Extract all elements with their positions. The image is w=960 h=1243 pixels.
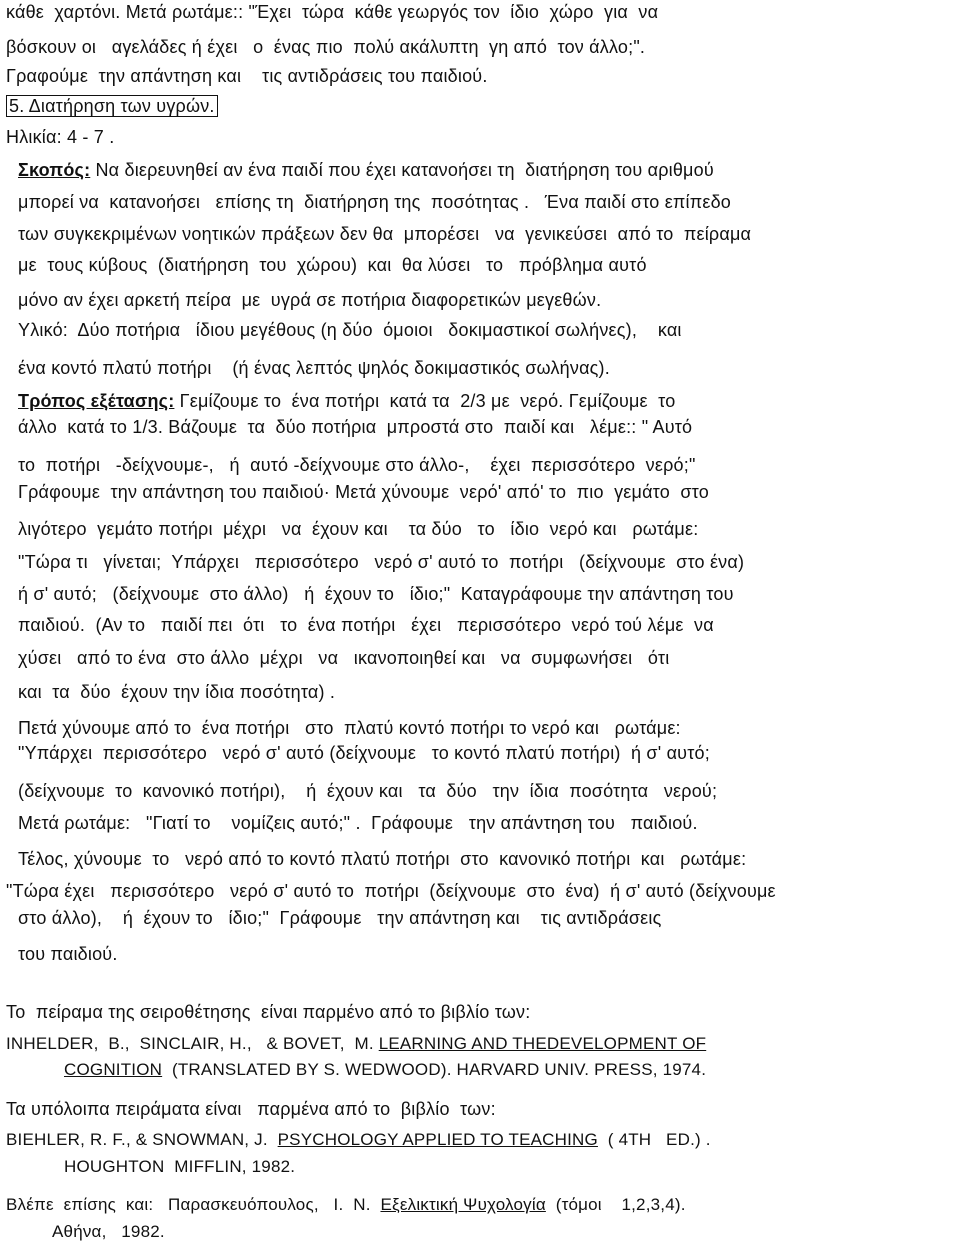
text-line: του παιδιού. — [18, 944, 118, 964]
section-title: Διατήρηση των υγρών. — [28, 96, 215, 116]
reference-title: COGNITION — [64, 1060, 163, 1079]
text-line: χύσει από το ένα στο άλλο μέχρι να ικανοποιηθεί και να συμφωνήσει ότι — [18, 648, 670, 668]
reference-line — [64, 1059, 706, 1081]
text-line: "Τώρα έχει περισσότερο νερό σ' αυτό το ποτήρι (δείχνουμε στο ένα) ή σ' αυτό (δείχνουμε — [6, 881, 776, 901]
purpose-line — [18, 159, 714, 181]
text-line: άλλο κατά το 1/3. Βάζουμε τα δύο ποτήρια μπροστά στο παιδί και λέμε:: " Αυτό — [18, 417, 693, 437]
text-line: (δείχνουμε το κανονικό ποτήρι), ή έχουν και τα δύο την ίδια ποσότητα νερού; — [18, 781, 718, 801]
source-intro-line: Το πείραμα της σειροθέτησης είναι παρμένο από το βιβλίο των: — [6, 1002, 531, 1022]
reference-publisher: HOUGHTON MIFFLIN, 1982. — [64, 1157, 296, 1176]
reference-volumes: (τόμοι 1,2,3,4). — [545, 1195, 686, 1214]
reference-title: LEARNING AND THEDEVELOPMENT OF — [378, 1034, 707, 1053]
material-line: Υλικό: Δύο ποτήρια ίδιου μεγέθους (η δύο όμοιοι δοκιμαστικοί σωλήνες), και — [18, 320, 682, 340]
age-line: Ηλικία: 4 - 7 . — [6, 127, 115, 147]
text-line: και τα δύο έχουν την ίδια ποσότητα) . — [18, 682, 336, 702]
procedure-label: Τρόπος εξέτασης: — [18, 391, 175, 411]
text-line: μπορεί να κατανοήσει επίσης τη διατήρηση της ποσότητας . Ένα παιδί στο επίπεδο — [18, 192, 732, 212]
reference-title: Εξελικτική Ψυχολογία — [380, 1195, 546, 1214]
purpose-label: Σκοπός: — [18, 160, 91, 180]
text-line: το ποτήρι -δείχνουμε-, ή αυτό -δείχνουμε στο άλλο-, έχει περισσότερο νερό;" — [18, 455, 696, 475]
text-line: ένα κοντό πλατύ ποτήρι (ή ένας λεπτός ψηλός δοκιμαστικός σωλήνας). — [18, 358, 610, 378]
section-heading — [6, 95, 218, 117]
text-line: παιδιού. (Αν το παιδί πει ότι το ένα ποτήρι έχει περισσότερο νερό τού λέμε να — [18, 615, 714, 635]
text-line: Μετά ρωτάμε: "Γιατί το νομίζεις αυτό;" . Γράφουμε την απάντηση του παιδιού. — [18, 813, 698, 833]
reference-authors: Βλέπε επίσης και: Παρασκευόπουλος, Ι. Ν. — [6, 1195, 381, 1214]
text-line: Πετά χύνουμε από το ένα ποτήρι στο πλατύ κοντό ποτήρι το νερό και ρωτάμε: — [18, 718, 681, 738]
reference-title: PSYCHOLOGY APPLIED TO TEACHING — [277, 1130, 598, 1149]
reference-edition: ( 4TH ED.) . — [597, 1130, 711, 1149]
text-line: των συγκεκριμένων νοητικών πράξεων δεν θα μπορέσει να γενικεύσει από το πείραμα — [18, 224, 752, 244]
text-line: Γραφούμε την απάντηση και τις αντιδράσεις του παιδιού. — [6, 66, 488, 86]
text-line: Τέλος, χύνουμε το νερό από το κοντό πλατύ ποτήρι στο κανονικό ποτήρι και ρωτάμε: — [18, 849, 747, 869]
text-line: λιγότερο γεμάτο ποτήρι μέχρι να έχουν και τα δύο το ίδιο νερό και ρωτάμε: — [18, 519, 699, 539]
reference-line — [6, 1129, 711, 1151]
source-intro-line: Τα υπόλοιπα πειράματα είναι παρμένα από το βιβλίο των: — [6, 1099, 496, 1119]
text-line: μόνο αν έχει αρκετή πείρα με υγρά σε ποτήρια διαφορετικών μεγεθών. — [18, 290, 602, 310]
reference-line — [6, 1194, 686, 1216]
reference-authors: INHELDER, B., SINCLAIR, H., & BOVET, M. — [6, 1034, 379, 1053]
reference-publisher: (TRANSLATED BY S. WEDWOOD). HARVARD UNIV. PRESS, 1974. — [162, 1060, 707, 1079]
reference-place-year: Αθήνα, 1982. — [52, 1222, 165, 1241]
text-line: "Υπάρχει περισσότερο νερό σ' αυτό (δείχνουμε το κοντό πλατύ ποτήρι) ή σ' αυτό; — [18, 743, 710, 763]
text-line: "Τώρα τι γίνεται; Υπάρχει περισσότερο νερό σ' αυτό το ποτήρι (δείχνουμε στο ένα) — [18, 552, 745, 572]
text-line: Γράφουμε την απάντηση του παιδιού· Μετά χύνουμε νερό' από' το πιο γεμάτο στο — [18, 482, 709, 502]
procedure-line — [18, 390, 675, 412]
procedure-text: Γεμίζουμε το ένα ποτήρι κατά τα 2/3 με νερό. Γεμίζουμε το — [174, 391, 676, 411]
text-line: βόσκουν οι αγελάδες ή έχει ο ένας πιο πολύ ακάλυπτη γη από τον άλλο;". — [6, 37, 646, 57]
text-line: ή σ' αυτό; (δείχνουμε στο άλλο) ή έχουν το ίδιο;" Καταγράφουμε την απάντηση του — [18, 584, 734, 604]
reference-line — [6, 1033, 706, 1055]
text-line: με τους κύβους (διατήρηση του χώρου) και θα λύσει το πρόβλημα αυτό — [18, 255, 647, 275]
section-number: 5. — [9, 96, 25, 116]
reference-authors: BIEHLER, R. F., & SNOWMAN, J. — [6, 1130, 278, 1149]
purpose-text: Να διερευνηθεί αν ένα παιδί που έχει κατανοήσει τη διατήρηση του αριθμού — [90, 160, 714, 180]
text-line: στο άλλο), ή έχουν το ίδιο;" Γράφουμε την απάντηση και τις αντιδράσεις — [18, 908, 662, 928]
text-line: κάθε χαρτόνι. Μετά ρωτάμε:: "Έχει τώρα κάθε γεωργός τον ίδιο χώρο για να — [6, 2, 659, 22]
